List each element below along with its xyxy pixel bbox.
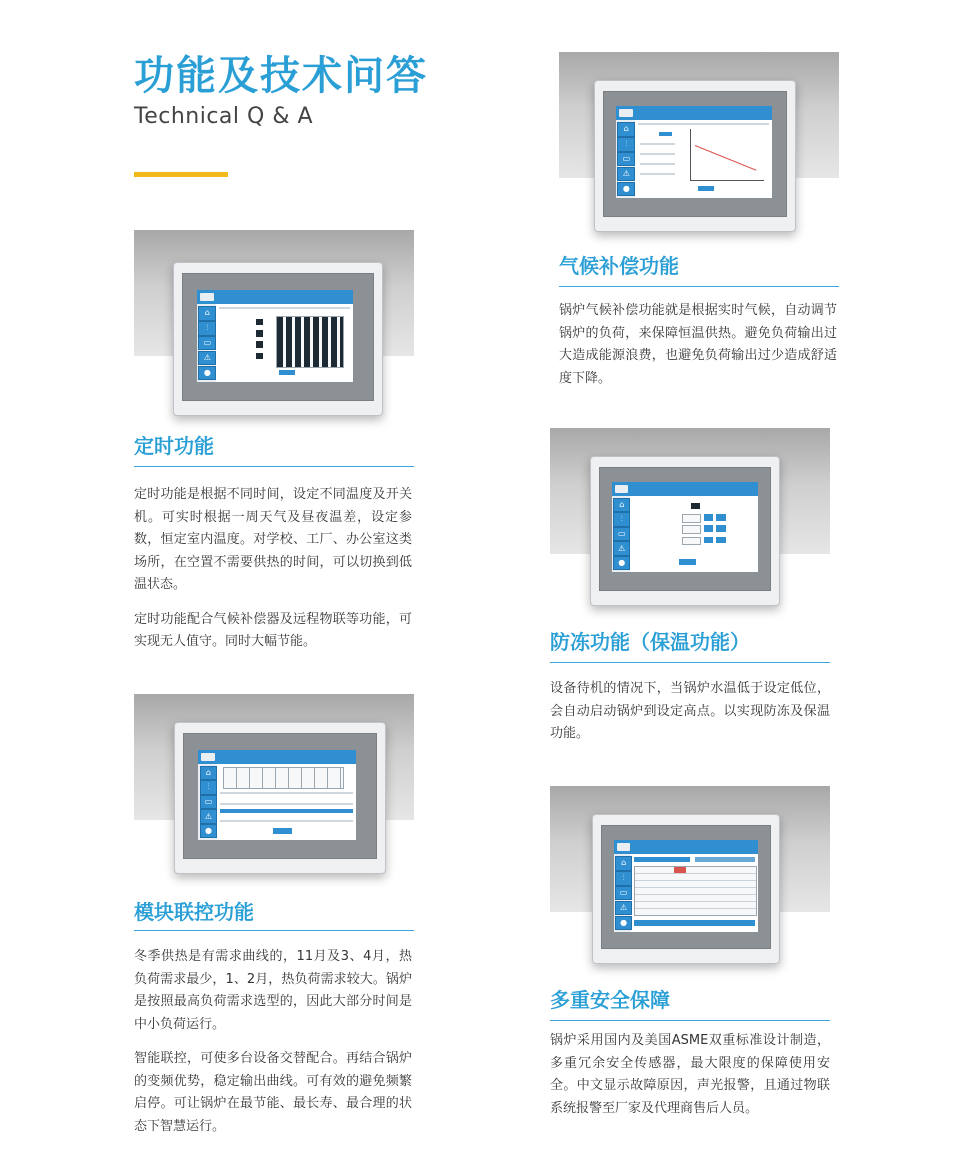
safety-body — [550, 1030, 830, 1132]
safety-touch-panel — [592, 814, 780, 964]
settings-icon: ⫶ — [198, 321, 216, 336]
module-rule — [134, 930, 414, 931]
safety-title: 多重安全保障 — [550, 988, 670, 1012]
warning-icon: ⚠ — [198, 351, 216, 366]
timer-rule — [134, 466, 414, 467]
title-accent-bar — [134, 172, 228, 177]
antifreeze-rule — [550, 662, 830, 663]
climate-hmi-screen: ⌂ ⫶ ▭ ⚠ ● — [616, 106, 772, 198]
module-paragraph-2: 智能联控，可使多台设备交替配合。再结合锅炉的变频优势，稳定输出曲线。可有效的避免频繁启停。可让锅炉在最节能、最长寿、最合理的状态下智慧运行。 — [134, 1051, 412, 1134]
climate-curve-graph — [638, 123, 769, 194]
user-icon: ● — [198, 366, 216, 381]
safety-rule — [550, 1020, 830, 1021]
timer-hmi-screen — [197, 290, 353, 382]
page-subtitle: Technical Q & A — [134, 104, 314, 129]
timer-title: 定时功能 — [134, 434, 214, 458]
timer-schedule-grid — [219, 307, 350, 378]
safety-sensor-list — [634, 857, 755, 928]
module-body — [134, 946, 412, 1150]
timer-paragraph-2: 定时功能配合气候补偿器及远程物联等功能，可实现无人值守。同时大幅节能。 — [134, 611, 412, 649]
page-title: 功能及技术问答 — [134, 53, 428, 99]
safety-paragraph-1: 锅炉采用国内及美国ASME双重标准设计制造，多重冗余安全传感器，最大限度的保障使用安全。中文显示故障原因，声光报警，且通过物联系统报警至厂家及代理商售后人员。 — [550, 1033, 830, 1116]
timer-touch-panel — [173, 262, 383, 416]
antifreeze-paragraph-1: 设备待机的情况下，当锅炉水温低于设定低位，会自动启动锅炉到设定高点。以实现防冻及保温功能。 — [550, 681, 830, 741]
antifreeze-touch-panel — [590, 456, 780, 606]
safety-hmi-screen: ⌂ ⫶ ▭ ⚠ ● — [614, 840, 758, 932]
antifreeze-hmi-screen: ⌂ ⫶ ▭ ⚠ ● — [612, 482, 758, 572]
module-touch-panel — [174, 722, 386, 874]
climate-title: 气候补偿功能 — [559, 254, 679, 278]
antifreeze-body — [550, 678, 830, 758]
timer-paragraph-1: 定时功能是根据不同时间，设定不同温度及开关机。可实时根据一周天气及昼夜温差，设定参数，恒定室内温度。对学校、工厂、办公室这类场所，在空置不需要供热的时间，可以切换到低温状态。 — [134, 487, 412, 592]
module-paragraph-1: 冬季供热是有需求曲线的，11月及3、4月，热负荷需求最少，1、2月，热负荷需求较大。锅炉是按照最高负荷需求选型的，因此大部分时间是中小负荷运行。 — [134, 949, 412, 1032]
timer-body — [134, 484, 412, 666]
module-boiler-grid — [220, 767, 353, 836]
climate-touch-panel — [594, 80, 796, 232]
module-hmi-screen: ⌂ ⫶ ▭ ⚠ ● — [198, 750, 356, 840]
climate-body — [559, 300, 837, 402]
home-icon: ⌂ — [198, 306, 216, 321]
antifreeze-title: 防冻功能（保温功能） — [550, 630, 750, 654]
boiler-icon: ▭ — [198, 336, 216, 351]
antifreeze-settings — [632, 499, 755, 568]
climate-paragraph-1: 锅炉气候补偿功能就是根据实时气候，自动调节锅炉的负荷，来保障恒温供热。避免负荷输出过大造成能源浪费，也避免负荷输出过少造成舒适度下降。 — [559, 303, 837, 386]
module-title: 模块联控功能 — [134, 900, 254, 924]
climate-rule — [559, 286, 839, 287]
